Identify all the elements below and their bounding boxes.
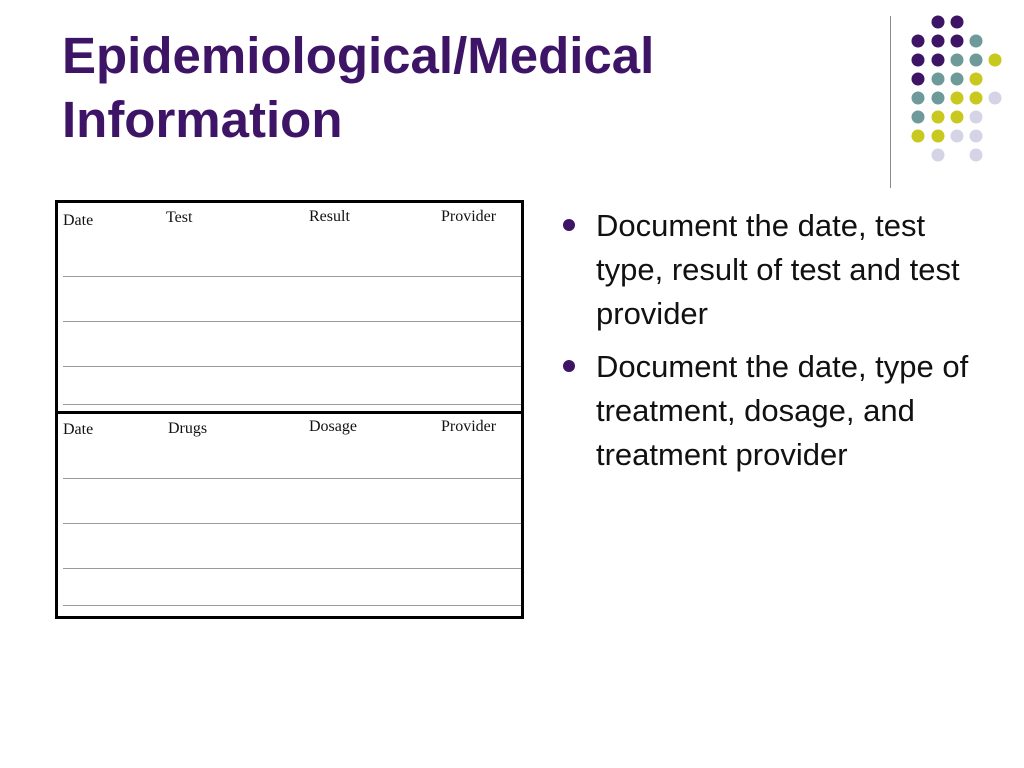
treatment-col-provider: Provider — [441, 418, 497, 435]
decorative-dot — [932, 92, 945, 105]
treatment-col-dosage: Dosage — [309, 418, 357, 435]
bullet-item — [560, 345, 980, 477]
decorative-dot — [932, 16, 945, 29]
decorative-dot — [989, 92, 1002, 105]
decorative-dot — [970, 92, 983, 105]
test-row-line — [63, 321, 521, 322]
test-row-line — [63, 404, 521, 405]
decorative-dot — [951, 54, 964, 67]
test-row-line — [63, 366, 521, 367]
test-row-line — [63, 276, 521, 277]
decorative-dot — [951, 73, 964, 86]
bullet-list — [560, 204, 980, 486]
decorative-dot — [912, 73, 925, 86]
decorative-dot — [932, 149, 945, 162]
title-line-2: Information — [62, 91, 343, 148]
decorative-dot — [970, 54, 983, 67]
decorative-dot — [951, 16, 964, 29]
decorative-dot — [932, 35, 945, 48]
decorative-dot — [932, 111, 945, 124]
decorative-dot — [970, 130, 983, 143]
decorative-dot — [951, 92, 964, 105]
treatment-col-drugs: Drugs — [168, 420, 208, 437]
decorative-dot — [970, 111, 983, 124]
decorative-dot — [951, 35, 964, 48]
decorative-dot — [912, 92, 925, 105]
decorative-dot — [912, 111, 925, 124]
decorative-dot — [932, 54, 945, 67]
test-col-date: Date — [63, 212, 94, 229]
divider-line — [890, 16, 891, 188]
decorative-dot — [951, 130, 964, 143]
treatment-row-line — [63, 478, 521, 479]
decorative-dot — [970, 73, 983, 86]
title-line-1: Epidemiological/Medical — [62, 27, 655, 84]
decorative-dot — [951, 111, 964, 124]
decorative-dot — [970, 149, 983, 162]
decorative-dot — [912, 54, 925, 67]
treatment-row-line — [63, 568, 521, 569]
test-col-result: Result — [309, 208, 350, 225]
record-form — [55, 200, 524, 619]
bullet-text: Document the date, test type, result of test and test provider — [596, 208, 960, 331]
decorative-dot — [970, 35, 983, 48]
slide-title — [62, 24, 862, 152]
decorative-dot — [932, 73, 945, 86]
bullet-item — [560, 204, 980, 336]
treatment-record-section — [58, 411, 521, 619]
test-record-section — [58, 203, 521, 411]
decorative-dot — [932, 130, 945, 143]
test-col-test: Test — [166, 209, 193, 226]
treatment-row-line — [63, 605, 521, 606]
bullet-dot-icon — [563, 360, 575, 372]
treatment-col-date: Date — [63, 421, 94, 438]
bullet-dot-icon — [563, 219, 575, 231]
test-col-provider: Provider — [441, 208, 497, 225]
decorative-dot — [912, 35, 925, 48]
decorative-dot — [912, 130, 925, 143]
treatment-row-line — [63, 523, 521, 524]
decorative-dot — [989, 54, 1002, 67]
bullet-text: Document the date, type of treatment, dosage, and treatment provider — [596, 349, 969, 472]
